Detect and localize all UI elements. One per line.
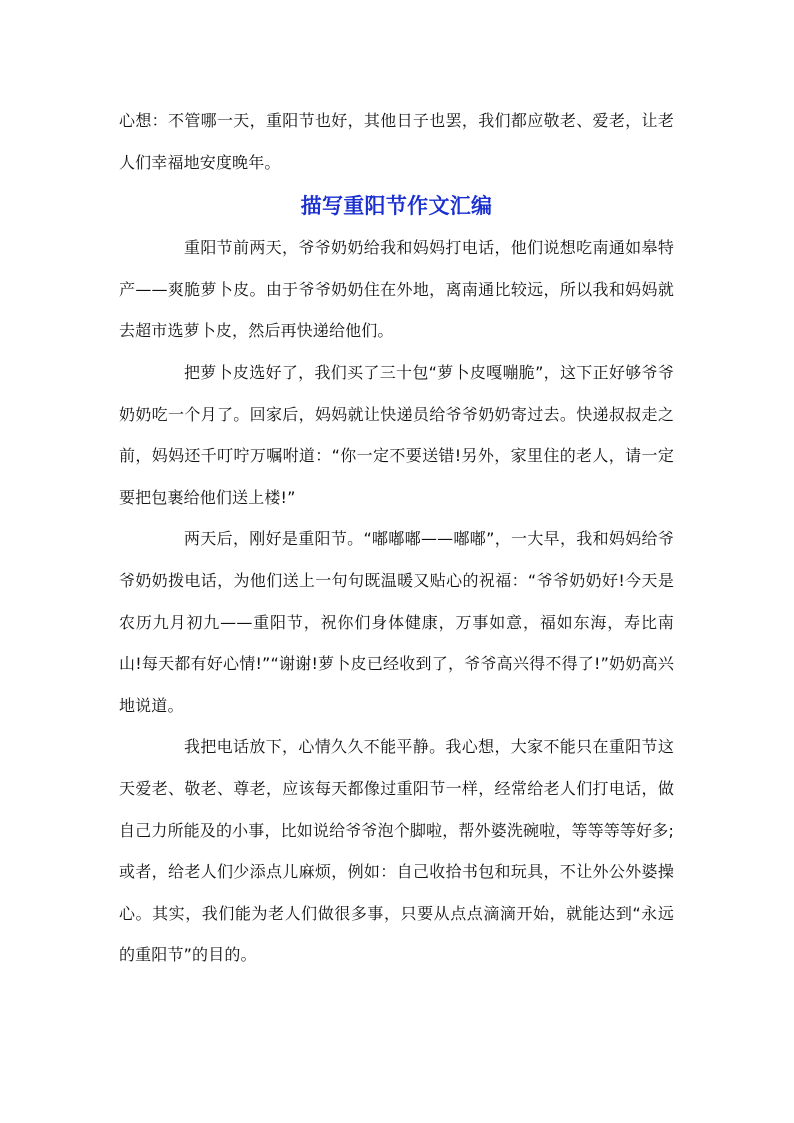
- paragraph-3: 两天后，刚好是重阳节。“嘟嘟嘟——嘟嘟”，一大早，我和妈妈给爷爷奶奶拨电话，为他们送上一句句既温暖又贴心的祝福：“爷爷奶奶好!今天是农历九月初九——重阳节，祝你们身体健康，万事如意，福如东海，寿比南山!每天都有好心情!”“谢谢!萝卜皮已经收到了，爷爷高兴得不得了!”奶奶高兴地说道。: [119, 529, 674, 715]
- intro-paragraph: 心想：不管哪一天，重阳节也好，其他日子也罢，我们都应敬老、爱老，让老人们幸福地安度晚年。: [119, 111, 674, 172]
- paragraph-2: 把萝卜皮选好了，我们买了三十包“萝卜皮嘎嘣脆”，这下正好够爷爷奶奶吃一个月了。回家后，妈妈就让快递员给爷爷奶奶寄过去。快递叔叔走之前，妈妈还千叮咛万嘱咐道：“你一定不要送错!另外，家里住的老人，请一定要把包裹给他们送上楼!”: [119, 362, 674, 507]
- document-body: [119, 100, 674, 976]
- essay-title: 描写重阳节作文汇编: [300, 194, 493, 219]
- paragraph-4: 我把电话放下，心情久久不能平静。我心想，大家不能只在重阳节这天爱老、敬老、尊老，应该每天都像过重阳节一样，经常给老人们打电话，做自己力所能及的小事，比如说给爷爷泡个脚啦，帮外婆洗碗啦，等等等等好多;或者，给老人们少添点儿麻烦，例如：自己收拾书包和玩具，不让外公外婆操心。其实，我们能为老人们做很多事，只要从点点滴滴开始，就能达到“永远的重阳节”的目的。: [119, 737, 674, 965]
- paragraph-1: 重阳节前两天，爷爷奶奶给我和妈妈打电话，他们说想吃南通如皋特产——爽脆萝卜皮。由于爷爷奶奶住在外地，离南通比较远，所以我和妈妈就去超市选萝卜皮，然后再快递给他们。: [119, 238, 674, 341]
